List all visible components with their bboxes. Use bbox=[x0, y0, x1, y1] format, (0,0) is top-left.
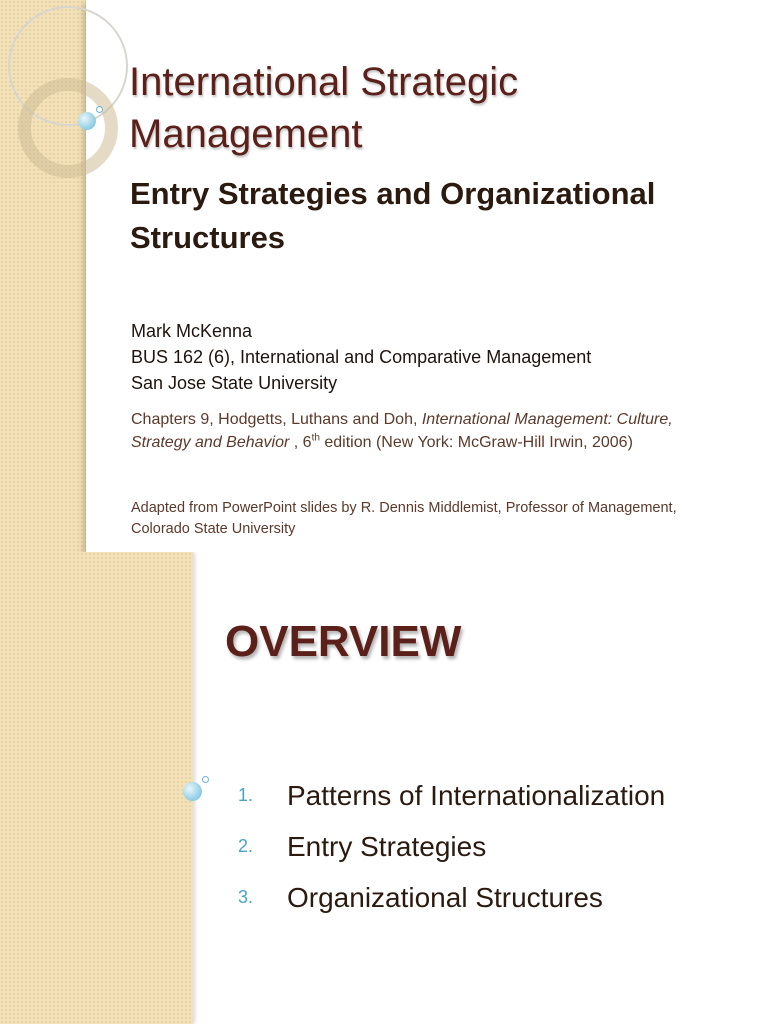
list-item bbox=[238, 770, 665, 821]
list-item bbox=[238, 872, 665, 923]
citation-text bbox=[131, 408, 731, 454]
citation-prefix: Chapters 9, Hodgetts, Luthans and Doh, bbox=[131, 411, 422, 428]
overview-list bbox=[238, 770, 665, 923]
course-name: BUS 162 (6), International and Comparative Management bbox=[131, 347, 592, 367]
bubble-dot-icon bbox=[183, 782, 202, 801]
overview-heading: OVERVIEW bbox=[225, 617, 462, 666]
list-item-number: 3. bbox=[238, 887, 254, 907]
list-item bbox=[238, 821, 665, 872]
small-bubble-icon bbox=[96, 106, 103, 113]
university-name: San Jose State University bbox=[131, 373, 338, 393]
list-item-text: Entry Strategies bbox=[287, 830, 487, 862]
bubble-dot-icon bbox=[78, 112, 96, 130]
author-name: Mark McKenna bbox=[131, 321, 253, 341]
citation-edition-superscript: th bbox=[311, 432, 320, 444]
citation-suffix: edition (New York: McGraw-Hill Irwin, 2006) bbox=[319, 434, 633, 451]
small-bubble-icon bbox=[202, 776, 209, 783]
list-item-number: 1. bbox=[238, 785, 254, 805]
list-item-text: Organizational Structures bbox=[287, 881, 603, 913]
citation-book-title: International Management: Culture, Strategy and Behavior bbox=[131, 411, 673, 451]
author-block bbox=[131, 318, 751, 396]
slide-overview bbox=[0, 552, 768, 1024]
list-item-number: 2. bbox=[238, 836, 254, 856]
decorative-thick-ring bbox=[18, 78, 118, 178]
decorative-side-band bbox=[0, 552, 193, 1024]
adapted-credit: Adapted from PowerPoint slides by R. Dennis Middlemist, Professor of Management, Colorado State University bbox=[131, 500, 677, 537]
citation-edition: , 6 bbox=[289, 434, 312, 451]
presentation-subtitle: Entry Strategies and Organizational Structures bbox=[130, 176, 656, 255]
list-item-text: Patterns of Internationalization bbox=[287, 779, 666, 811]
presentation-title: International Strategic Management bbox=[129, 60, 519, 156]
